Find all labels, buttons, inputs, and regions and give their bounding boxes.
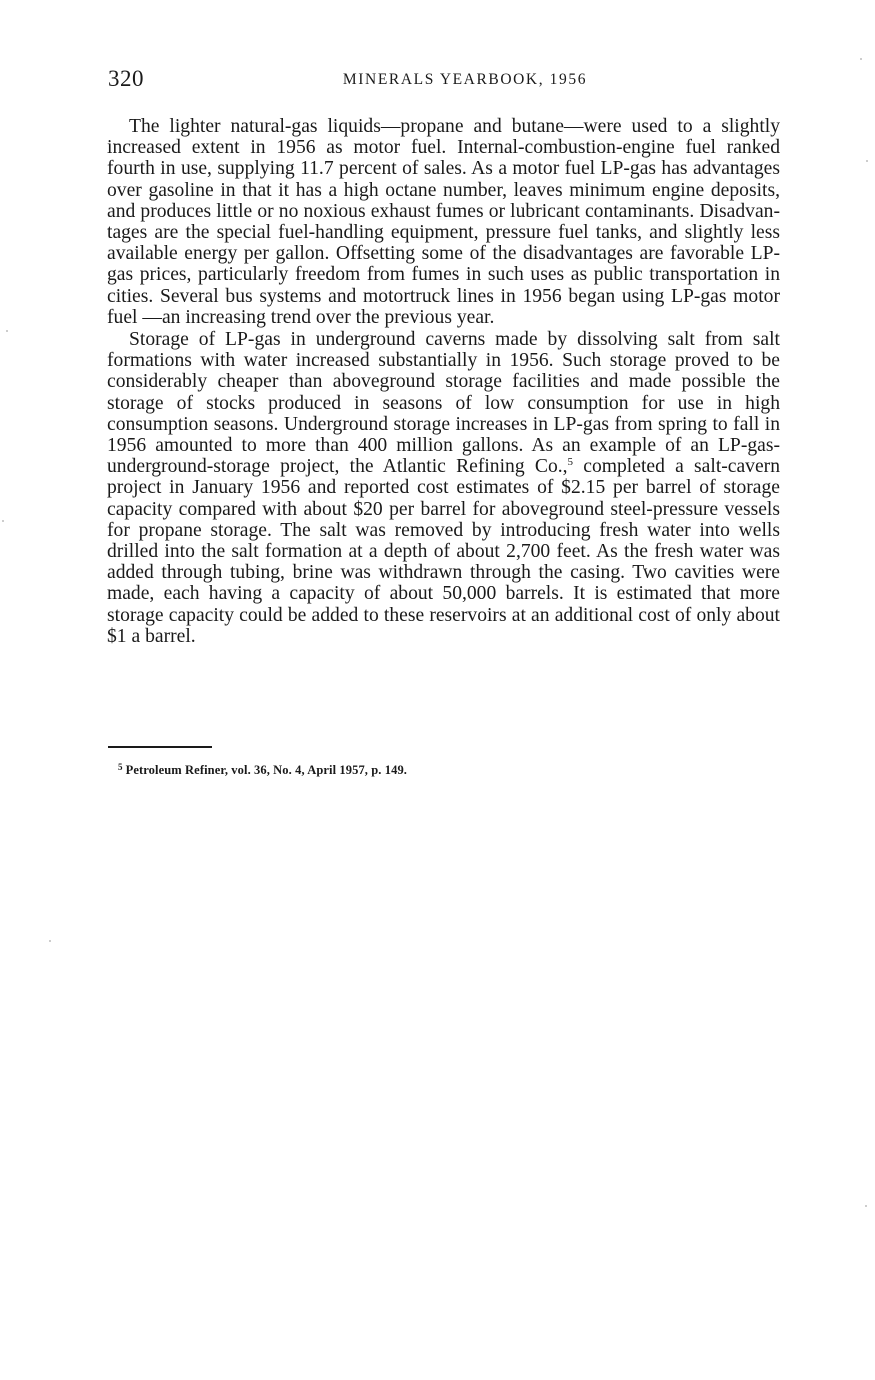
scan-speck bbox=[6, 330, 8, 332]
scan-speck bbox=[865, 1205, 867, 1207]
body-text bbox=[107, 116, 780, 647]
paragraph-text-after-ref: completed a salt-cavern project in January 1956 and reported cost estimates of $2.15 per barrel of storage capacity compared with about $20 per barrel for aboveground steel-pressure vessels for propane storage. The salt was removed by introducing fresh water into wells drilled into the salt formation at a depth of about 2,700 feet. As the fresh water was added through tubing, brine was withdrawn through the casing. Two cavities were made, each having a capacity of about 50,000 barrels. It is estimated that more storage capacity could be added to these reservoirs at an additional cost of only about $1 a barrel. bbox=[107, 456, 780, 647]
footnote-reference[interactable]: 5 bbox=[567, 456, 574, 469]
scan-speck bbox=[49, 940, 51, 942]
footnote-mark: 5 bbox=[118, 762, 123, 772]
scan-speck bbox=[866, 160, 868, 162]
scan-speck bbox=[2, 520, 4, 522]
footnote bbox=[118, 763, 407, 778]
running-title: MINERALS YEARBOOK, 1956 bbox=[342, 71, 588, 88]
page-number: 320 bbox=[108, 66, 144, 91]
paragraph-motor-fuel: The lighter natural-gas liquids—propane and butane—were used to a slightly increased extent in 1956 as motor fuel. Internal-combustion-engine fuel ranked fourth in use, supplying 11.7 percent of sales. As a motor fuel LP-gas has advantages over gasoline in that it has a high octane number, leaves minimum engine deposits, and produces little or no noxious exhaust fumes or lubricant contaminants. Disadvantages are the special fuel-handling equipment, pressure fuel tanks, and slightly less available energy per gallon. Offsetting some of the disadvantages are favorable LP-gas prices, particularly freedom from fumes in such uses as public transportation in cities. Several bus systems and motortruck lines in 1956 began using LP-gas motor fuel —an increasing trend over the previous year. bbox=[107, 116, 780, 328]
footnote-text: Petroleum Refiner, vol. 36, No. 4, April 1957, p. 149. bbox=[125, 763, 408, 777]
footnote-divider bbox=[108, 746, 212, 748]
paragraph-text-before-ref: Storage of LP-gas in underground caverns made by dissolving salt from salt formations with water increased substantially in 1956. Such storage proved to be considerably cheaper than aboveground storage facilities and made possible the storage of stocks produced in seasons of low consumption for use in high consumption seasons. Underground storage increases in LP-gas from spring to fall in 1956 amounted to more than 400 million gallons. As an example of an LP-gas-underground-storage project, the Atlantic Refining Co., bbox=[107, 329, 780, 478]
page-header bbox=[108, 66, 782, 98]
paragraph-underground-storage bbox=[107, 329, 780, 647]
scan-speck bbox=[860, 58, 862, 60]
